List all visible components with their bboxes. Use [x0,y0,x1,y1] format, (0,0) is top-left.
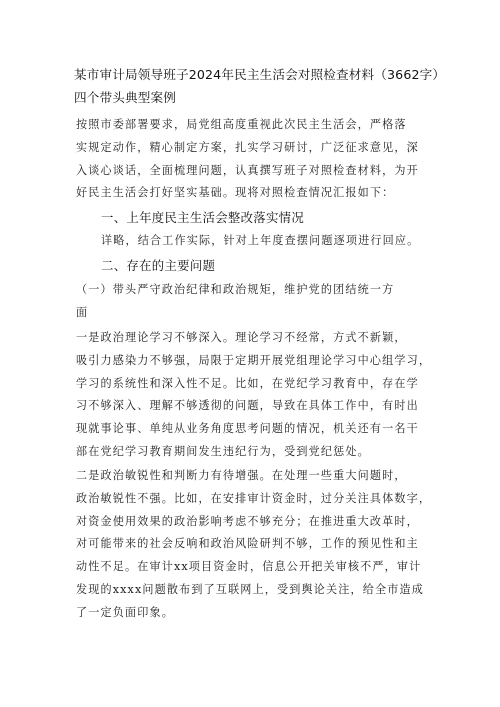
document-title: 某市审计局领导班子2024年民主生活会对照检查材料（3662字） [74,67,446,82]
section2-heading: 二、存在的主要问题 [101,258,216,273]
problem-paragraph-2: 二是政治敏锐性和判断力有待增强。在处理一些重大问题时， 政治敏锐性不强。比如，在安排审计资金时，过分关注具体数字， 对资金使用效果的政治影响考虑不够充分；在推进重大改革时， 对可能带来的社会反响和政治风险研判不够，工作的预见性和主 动性不足。在审计xx项目资金时，信息公开把关审核不严，审计 发现的xxxx问题散布到了互联网上，受到舆论关注，给全市造成 了一定负面印象。 [76,469,432,619]
document-title-block [74,63,444,109]
section1-heading: 一、上年度民主生活会整改落实情况 [101,210,305,225]
intro-paragraph: 按照市委部署要求，局党组高度重视此次民主生活会，严格落 实规定动作，精心制定方案，扎实学习研讨，广泛征求意见，深 入谈心谈话，全面梳理问题，认真撰写班子对照检查材料，为开 好民主生活会打好坚实基础。现将对照检查情况汇报如下： [76,118,419,200]
subsection1-heading: （一）带头严守政治纪律和政治规矩，维护党的团结统一方 面 [76,283,395,319]
problem-paragraph-1: 一是政治理论学习不够深入。理论学习不经常，方式不新颖， 吸引力感染力不够强，局限于定期开展党组理论学习中心组学习， 学习的系统性和深入性不足。比如，在党纪学习教育中，存在学 习不够深入、理解不够透彻的问题，导致在具体工作中，有时出 现就事论事、单纯从业务角度思考问题的情况，机关还有一名干 部在党纪学习教育期间发生违纪行为，受到党纪惩处。 [76,331,432,458]
section1-paragraph: 详略，结合工作实际，针对上年度查摆问题逐项进行回应。 [101,234,420,247]
document-subtitle: 四个带头典型案例 [74,90,176,105]
